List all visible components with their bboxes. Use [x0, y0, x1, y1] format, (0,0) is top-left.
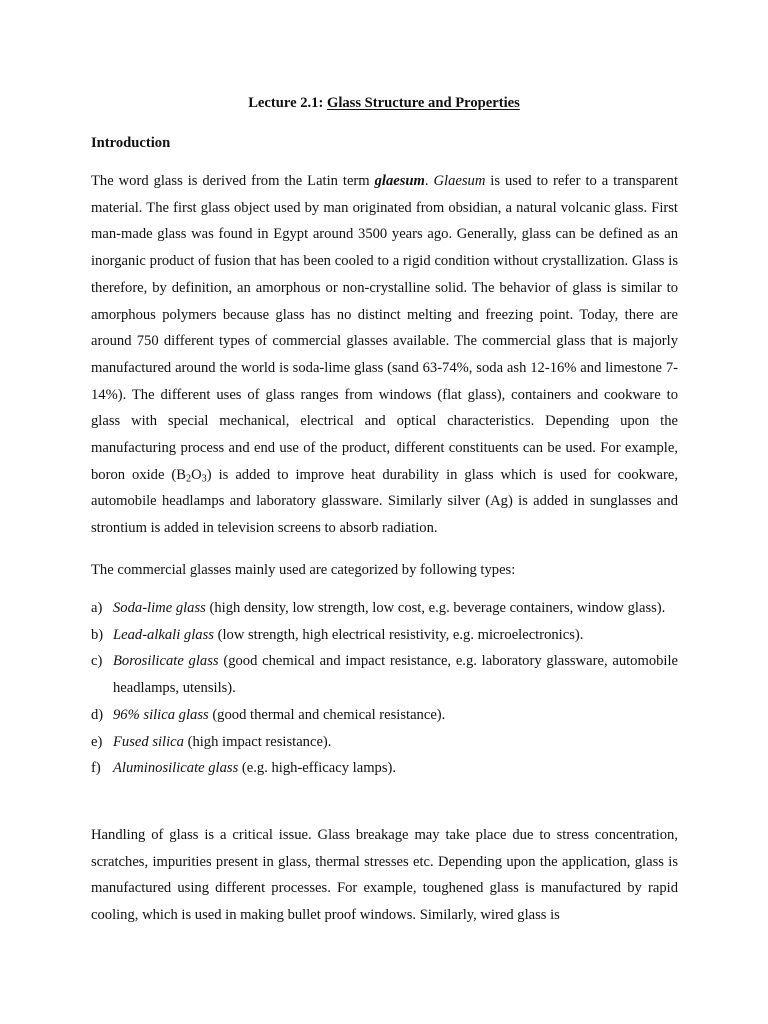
glass-type-name: Borosilicate glass: [113, 653, 219, 670]
list-marker: e): [91, 733, 103, 750]
list-item: [91, 622, 678, 649]
list-marker: c): [91, 653, 103, 670]
glass-type-desc: (high density, low strength, low cost, e.g. beverage containers, window glass).: [205, 600, 666, 616]
glass-type-name: Soda-lime glass: [113, 600, 206, 616]
list-marker: d): [91, 706, 104, 723]
intro-text-5: ) is added to improve heat durability in glass which is used for cookware, automobile headlamps and laboratory glassware. Similarly silver (Ag) is added in sunglasses and strontium is added in television screens to absorb radiation.: [91, 466, 678, 537]
handling-paragraph: Handling of glass is a critical issue. Glass breakage may take place due to stress concentration, scratches, impurities present in glass, thermal stresses etc. Depending upon the application, glass is manufactured using different processes. For example, toughened glass is manufactured by rapid cooling, which is used in making bullet proof windows. Similarly, wired glass is: [91, 827, 678, 924]
term-glaesum-italic: Glaesum: [433, 173, 486, 189]
intro-text-4: O: [191, 466, 202, 483]
list-item: [91, 648, 678, 701]
intro-text-1: The word glass is derived from the Latin term: [91, 173, 375, 189]
list-marker: a): [91, 600, 103, 616]
glass-type-desc: (low strength, high electrical resistivity, e.g. microelectronics).: [213, 626, 584, 643]
glass-types-list: [91, 595, 678, 782]
glass-type-desc: (good thermal and chemical resistance).: [208, 706, 446, 723]
types-intro: The commercial glasses mainly used are categorized by following types:: [91, 562, 516, 578]
glass-type-name: Fused silica: [113, 733, 184, 750]
title-prefix: Lecture 2.1:: [248, 95, 327, 111]
intro-text-3: is used to refer to a transparent material. The first glass object used by man originated from obsidian, a natural volcanic glass. First man-made glass was found in Egypt around 3500 years ago. Generally, glass can be defined as an inorganic product of fusion that has been cooled to a rigid condition without crystallization. Glass is therefore, by definition, an amorphous or non-crystalline solid. The behavior of glass is similar to amorphous polymers because glass has no distinct melting and freezing point. Today, there are around 750 different types of commercial glasses available. The commercial glass that is majorly manufactured around the world is soda-lime glass (sand 63-74%, soda ash 12-16% and limestone 7-14%). The different uses of glass ranges from windows (flat glass), containers and cookware to glass with special mechanical, electrical and optical characteristics. Depending upon the manufacturing process and end use of the product, different constituents can be used. For example, boron oxide (B: [91, 173, 678, 483]
glass-type-name: Aluminosilicate glass: [113, 760, 239, 777]
intro-paragraph: [91, 168, 678, 542]
list-item: [91, 702, 678, 729]
title-main: Glass Structure and Properties: [326, 95, 520, 111]
list-item: [91, 729, 678, 756]
term-glaesum-bold: glaesum: [374, 173, 425, 189]
intro-text-2: .: [424, 173, 434, 189]
list-item: [91, 595, 678, 622]
glass-type-name: 96% silica glass: [113, 706, 209, 723]
glass-type-desc: (e.g. high-efficacy lamps).: [238, 760, 397, 777]
glass-type-desc: (high impact resistance).: [183, 733, 332, 750]
list-marker: f): [91, 760, 101, 777]
subscript-3: 3: [201, 473, 207, 485]
glass-type-name: Lead-alkali glass: [113, 626, 214, 643]
glass-type-desc: (good chemical and impact resistance, e.g. laboratory glassware, automobile headlamps, utensils).: [113, 653, 679, 697]
page-title: [0, 93, 768, 113]
list-marker: b): [91, 626, 104, 643]
section-heading: Introduction: [91, 135, 171, 151]
list-item: [91, 755, 678, 782]
subscript-2: 2: [186, 473, 192, 485]
